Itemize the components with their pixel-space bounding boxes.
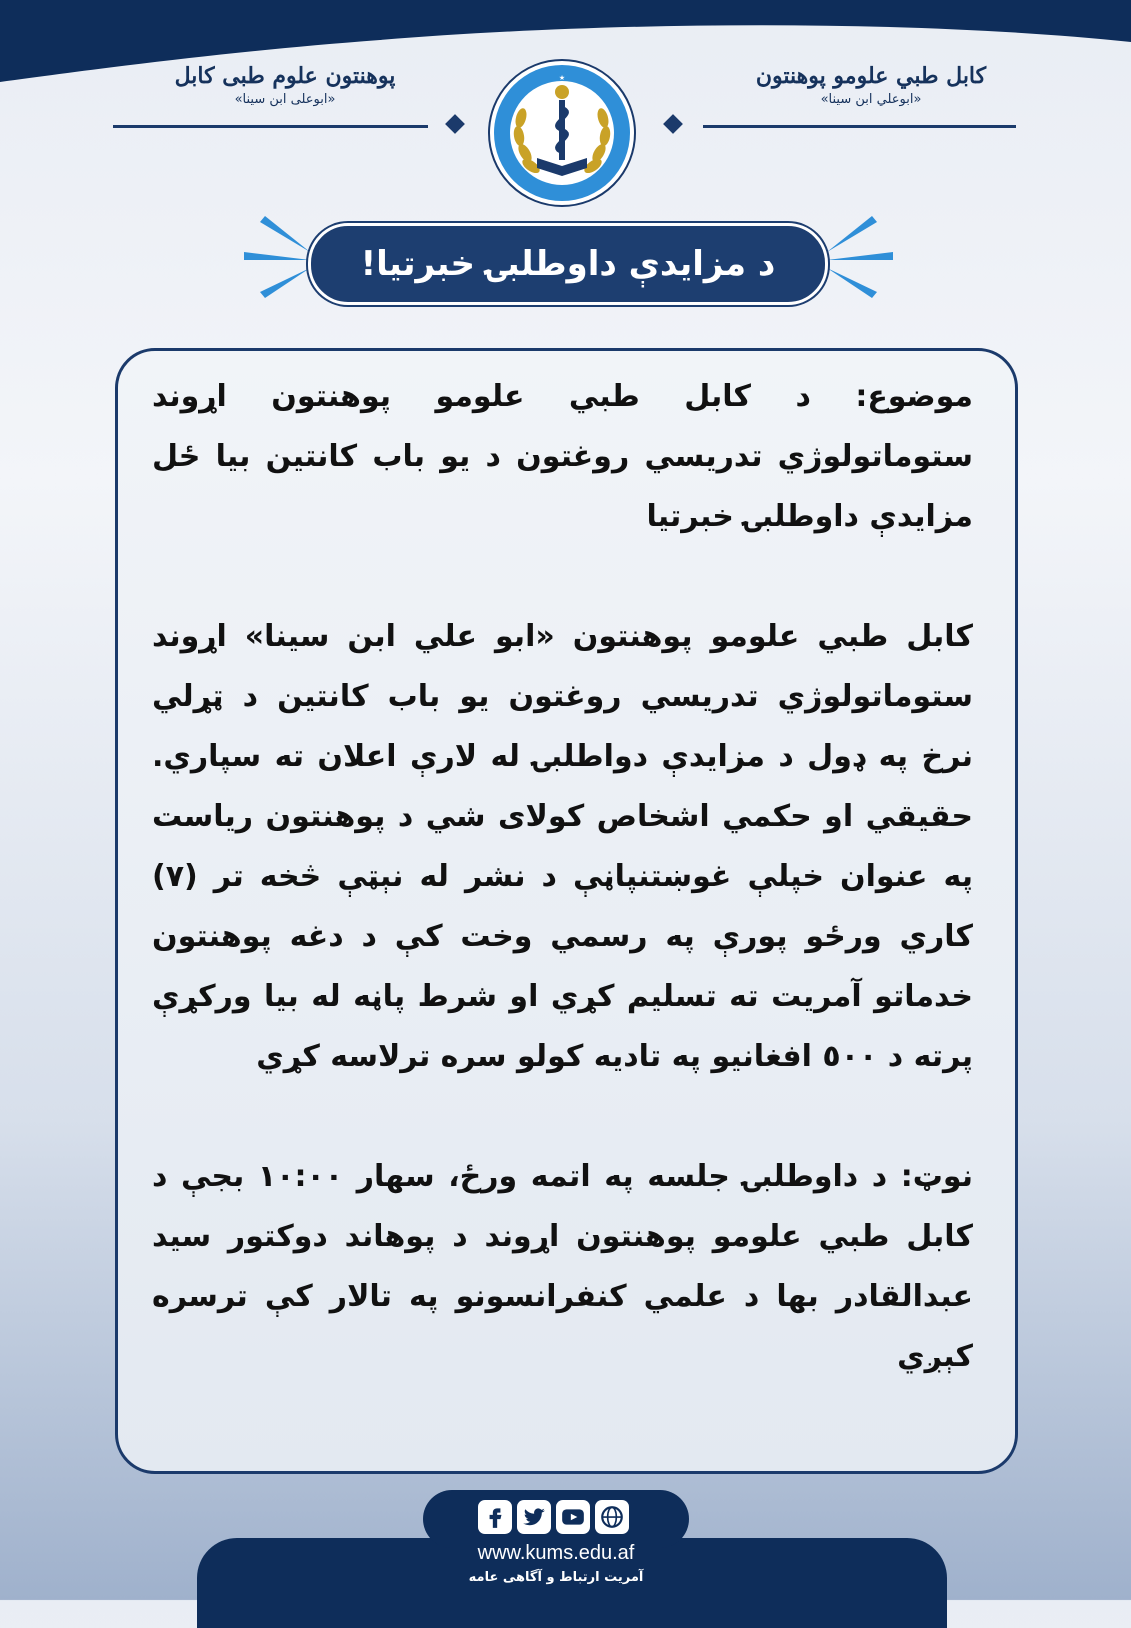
header-left-name: پوهنتون علوم طبی کابل [174, 63, 396, 89]
twitter-icon[interactable] [517, 1500, 551, 1534]
svg-text:★: ★ [558, 74, 566, 82]
header-divider-left [113, 125, 428, 128]
social-icons [478, 1500, 634, 1538]
header-right-subtitle: «ابوعلي ابن سينا» [820, 92, 922, 107]
www-icon[interactable] [595, 1500, 629, 1534]
announcement-subject: موضوع: د کابل طبي علومو پوهنتون اړوند ستوماتولوژي تدريسي روغتون د يو باب کانتين بيا ځل مزايدې داوطلبۍ خبرتيا [152, 379, 973, 534]
header-left-subtitle: «ابوعلی ابن سینا» [234, 92, 336, 107]
header-left-block [150, 62, 420, 108]
header-right-name: کابل طبي علومو پوهنتون [755, 63, 987, 89]
header-diamond-right [663, 114, 683, 134]
announcement-note: نوټ: د داوطلبۍ جلسه په اتمه ورځ، سهار ۱۰:۰۰ بجې د کابل طبي علومو پوهنتون اړوند د پوهاند دوکتور سيد عبدالقادر بها د علمي کنفرانسونو په تالار کې ترسره کېږي [152, 1159, 973, 1374]
facebook-icon[interactable] [478, 1500, 512, 1534]
announcement-title: د مزايدې داوطلبۍ خبرتيا! [308, 223, 828, 305]
footer-department: آمریت ارتباط و آگاهی عامه [468, 1570, 644, 1585]
header-right-block [741, 62, 1001, 108]
header-divider-right [703, 125, 1016, 128]
university-seal-logo [487, 58, 637, 208]
footer-website[interactable]: www.kums.edu.af [477, 1542, 635, 1564]
announcement-content-box [115, 348, 1018, 1474]
title-burst-left [240, 212, 315, 302]
youtube-icon[interactable] [556, 1500, 590, 1534]
header-diamond-left [445, 114, 465, 134]
title-burst-right [822, 212, 897, 302]
announcement-paragraph: کابل طبي علومو پوهنتون «ابو علي ابن سينا» اړوند ستوماتولوژي تدريسي روغتون يو باب کانتين د ټړلي نرخ په ډول د مزايدې دواطلبۍ له لارې اعلان ته سپاري. حقيقي او حکمي اشخاص کولای شي د پوهنتون رياست په عنوان خپلې غوښتنپاڼې د نشر له نېټې څخه تر (٧) کاري ورځو پورې په رسمي وخت کې د دغه پوهنتون خدماتو آمريت ته تسليم کړي او شرط پاڼه له بيا ورکړې پرته د ٥٠٠ افغانيو په تاديه کولو سره ترلاسه کړي [152, 619, 973, 1074]
